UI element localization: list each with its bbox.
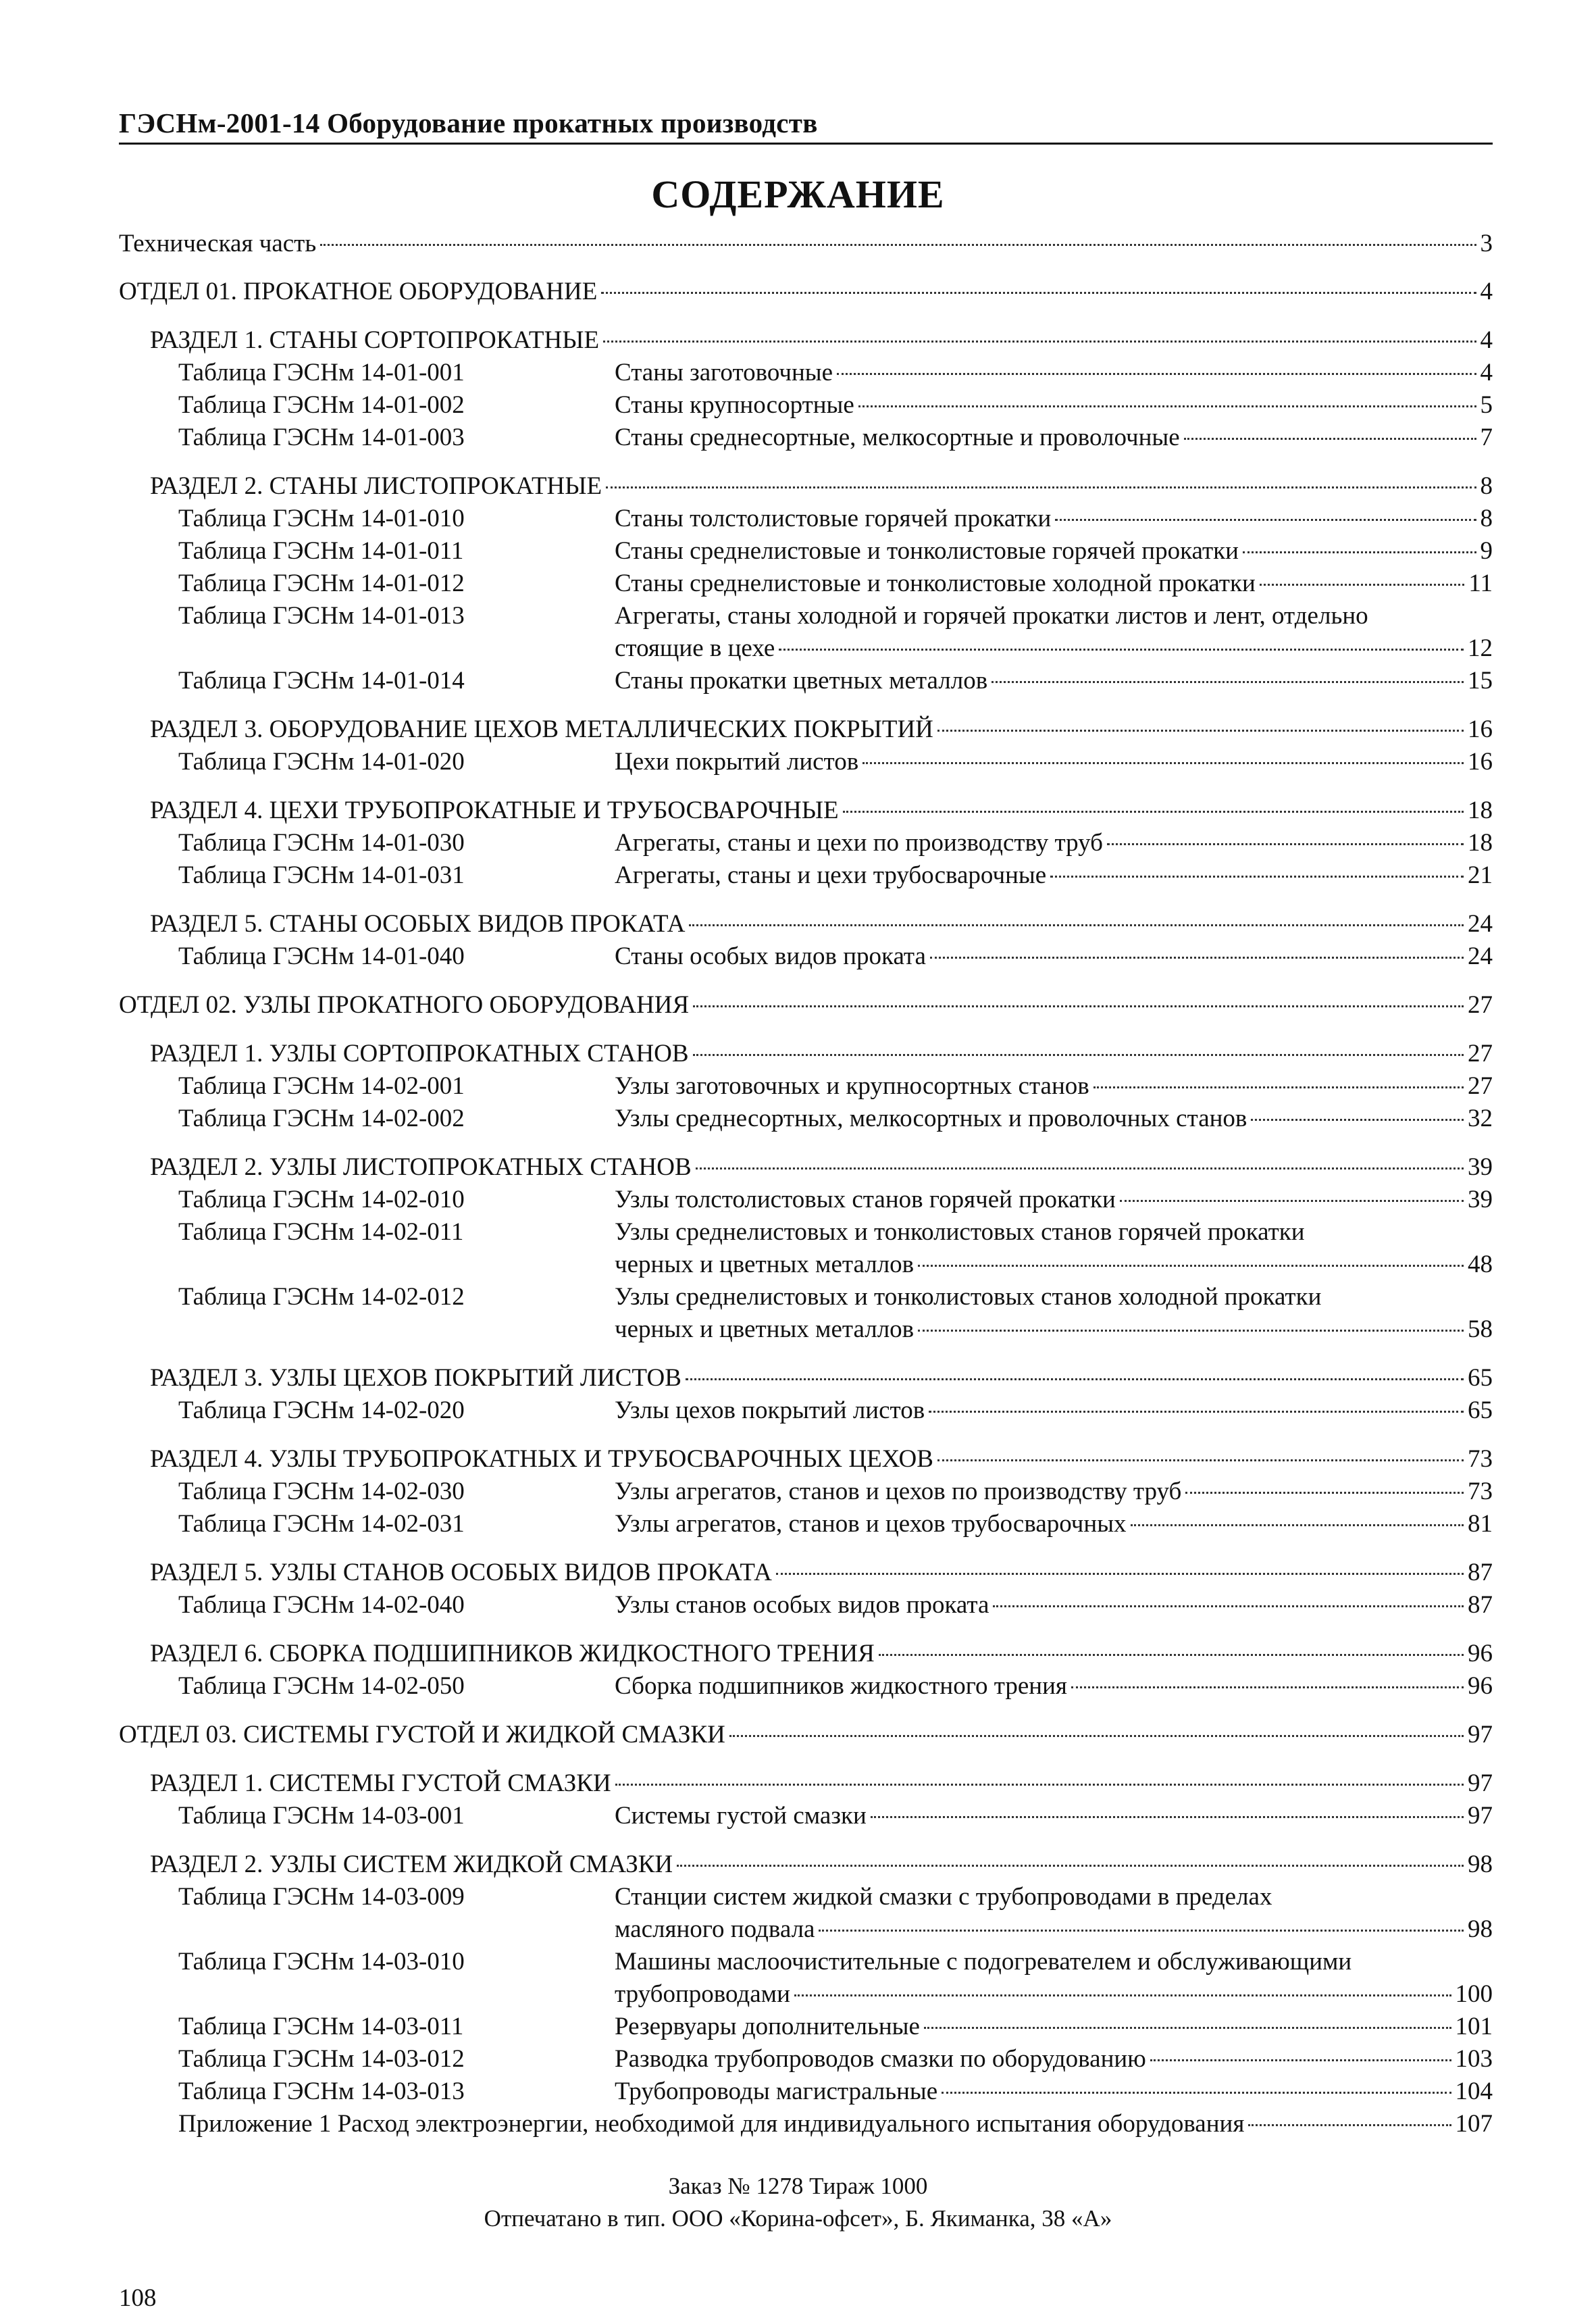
dot-leader: [837, 373, 1476, 375]
description-line: Узлы среднелистовых и тонколистовых станов холодной прокатки: [615, 1283, 1322, 1311]
toc-row: [615, 1313, 1493, 1346]
entry-label: РАЗДЕЛ 2. УЗЛЫ ЛИСТОПРОКАТНЫХ СТАНОВ: [150, 1153, 692, 1181]
dot-leader: [858, 405, 1476, 407]
entry-label: РАЗДЕЛ 2. УЗЛЫ СИСТЕМ ЖИДКОЙ СМАЗКИ: [150, 1851, 673, 1878]
table-description: [615, 1508, 1493, 1540]
description-line: Станы среднелистовые и тонколистовые горячей прокатки: [615, 537, 1239, 565]
page-ref: 97: [1468, 1802, 1493, 1830]
toc-section-entry[interactable]: [150, 1443, 1493, 1476]
table-code: Таблица ГЭСНм 14-01-003: [178, 424, 465, 451]
toc-row: [615, 1103, 1493, 1135]
page-ref: 48: [1468, 1251, 1493, 1278]
description-line: Агрегаты, станы и цехи по производству труб: [615, 829, 1103, 857]
table-description: [615, 1070, 1493, 1103]
description-line: трубопроводами: [615, 1980, 790, 2008]
description-line: Сборка подшипников жидкостного трения: [615, 1672, 1067, 1700]
page-ref: 73: [1468, 1445, 1493, 1473]
entry-label: Приложение 1 Расход электроэнергии, необходимой для индивидуального испытания оборудования: [178, 2110, 1245, 2138]
page-ref: 16: [1468, 715, 1493, 743]
table-code: Таблица ГЭСНм 14-02-050: [178, 1672, 465, 1700]
toc-row: [150, 1557, 1493, 1589]
dot-leader: [1131, 1524, 1464, 1526]
toc-section-entry[interactable]: [150, 470, 1493, 503]
table-description: [615, 1216, 1493, 1281]
toc-row: [119, 228, 1493, 260]
toc-row: [150, 1151, 1493, 1184]
page-ref: 107: [1455, 2110, 1493, 2138]
table-description: [615, 568, 1493, 600]
page-ref: 65: [1468, 1397, 1493, 1424]
table-description: [615, 859, 1493, 892]
toc-row: [615, 1394, 1493, 1427]
description-line: стоящие в цехе: [615, 634, 775, 662]
page-ref: 87: [1468, 1591, 1493, 1619]
page-ref: 73: [1468, 1478, 1493, 1505]
entry-label: ОТДЕЛ 02. УЗЛЫ ПРОКАТНОГО ОБОРУДОВАНИЯ: [119, 991, 690, 1019]
dot-leader: [879, 1654, 1464, 1656]
table-description: [615, 389, 1493, 422]
toc-row: [615, 422, 1493, 454]
order-info: Заказ № 1278 Тираж 1000: [668, 2173, 928, 2199]
page-ref: 8: [1480, 505, 1493, 532]
table-code: Таблица ГЭСНм 14-01-012: [178, 570, 465, 597]
page-ref: 32: [1468, 1105, 1493, 1132]
table-code: Таблица ГЭСНм 14-01-011: [178, 537, 464, 565]
toc-section-entry[interactable]: [150, 324, 1493, 357]
toc-row: [150, 1362, 1493, 1394]
page-ref: 8: [1480, 472, 1493, 500]
table-description: [615, 1394, 1493, 1427]
dot-leader: [937, 730, 1464, 732]
page-ref: 39: [1468, 1153, 1493, 1181]
page-ref: 24: [1468, 910, 1493, 938]
entry-label: РАЗДЕЛ 4. УЗЛЫ ТРУБОПРОКАТНЫХ И ТРУБОСВАРОЧНЫХ ЦЕХОВ: [150, 1445, 933, 1473]
entry-label: РАЗДЕЛ 1. УЗЛЫ СОРТОПРОКАТНЫХ СТАНОВ: [150, 1040, 689, 1067]
table-code: Таблица ГЭСНм 14-03-013: [178, 2078, 465, 2105]
dot-leader: [918, 1265, 1464, 1267]
toc-row: [150, 324, 1493, 357]
dot-leader: [603, 341, 1476, 343]
dot-leader: [918, 1330, 1464, 1332]
dot-leader: [601, 292, 1476, 294]
toc-row: [615, 568, 1493, 600]
description-line: масляного подвала: [615, 1915, 815, 1943]
toc-row: [615, 1476, 1493, 1508]
table-description: [615, 665, 1493, 697]
page-ref: 27: [1468, 1072, 1493, 1100]
dot-leader: [1107, 843, 1464, 845]
toc-row: [615, 665, 1493, 697]
description-line: Станы толстолистовые горячей прокатки: [615, 505, 1052, 532]
toc-row: [615, 2076, 1493, 2108]
page-ref: 104: [1455, 2078, 1493, 2105]
description-line: Узлы агрегатов, станов и цехов трубосварочных: [615, 1510, 1127, 1538]
entry-label: РАЗДЕЛ 1. СТАНЫ СОРТОПРОКАТНЫЕ: [150, 326, 600, 354]
toc-row: [150, 1848, 1493, 1881]
toc-part-entry[interactable]: [119, 276, 1493, 308]
page-ref: 21: [1468, 861, 1493, 889]
toc-row: [615, 1184, 1493, 1216]
table-description: [615, 1476, 1493, 1508]
description-line: Узлы агрегатов, станов и цехов по производству труб: [615, 1478, 1182, 1505]
toc-row: [615, 2011, 1493, 2043]
description-line: Агрегаты, станы и цехи трубосварочные: [615, 861, 1047, 889]
toc-row: [615, 1589, 1493, 1621]
table-description: [615, 2076, 1493, 2108]
page-ref: 87: [1468, 1559, 1493, 1586]
dot-leader: [1248, 2124, 1451, 2126]
dot-leader: [794, 1994, 1451, 1996]
dot-leader: [992, 681, 1464, 683]
dot-leader: [606, 486, 1476, 488]
description-line: Цехи покрытий листов: [615, 748, 859, 776]
dot-leader: [1093, 1086, 1464, 1088]
toc-row: [119, 1719, 1493, 1751]
dot-leader: [1184, 438, 1476, 440]
description-line: Станции систем жидкой смазки с трубопроводами в пределах: [615, 1883, 1272, 1911]
description-line: Системы густой смазки: [615, 1802, 867, 1830]
toc-row: [615, 1913, 1493, 1946]
toc-row: [178, 2108, 1493, 2140]
page-ref: 100: [1455, 1980, 1493, 2008]
toc-section-entry[interactable]: [150, 908, 1493, 940]
dot-leader: [1150, 2059, 1451, 2061]
dot-leader: [677, 1865, 1464, 1867]
table-code: Таблица ГЭСНм 14-01-001: [178, 359, 465, 386]
toc-row: [119, 989, 1493, 1022]
toc-section-entry[interactable]: [150, 1767, 1493, 1800]
toc-row: [615, 1508, 1493, 1540]
dot-leader: [863, 762, 1464, 764]
toc-row: [615, 1800, 1493, 1832]
description-line: Резервуары дополнительные: [615, 2013, 920, 2040]
description-line: Станы крупносортные: [615, 391, 854, 419]
toc-row: [150, 713, 1493, 746]
description-line: Трубопроводы магистральные: [615, 2078, 938, 2105]
page-ref: 39: [1468, 1186, 1493, 1213]
description-line: Разводка трубопроводов смазки по оборудованию: [615, 2045, 1146, 2073]
table-code: Таблица ГЭСНм 14-01-040: [178, 942, 465, 970]
page-ref: 65: [1468, 1364, 1493, 1392]
entry-label: РАЗДЕЛ 5. УЗЛЫ СТАНОВ ОСОБЫХ ВИДОВ ПРОКАТА: [150, 1559, 772, 1586]
toc-section-entry[interactable]: [150, 1038, 1493, 1070]
toc-part-entry[interactable]: [119, 989, 1493, 1022]
dot-leader: [693, 1054, 1464, 1056]
table-description: [615, 1589, 1493, 1621]
table-code: Таблица ГЭСНм 14-01-002: [178, 391, 465, 419]
description-line: Узлы заготовочных и крупносортных станов: [615, 1072, 1089, 1100]
table-description: [615, 1184, 1493, 1216]
table-description: [615, 2043, 1493, 2076]
page-ref: 103: [1455, 2045, 1493, 2073]
toc-row: [615, 535, 1493, 568]
table-code: Таблица ГЭСНм 14-02-002: [178, 1105, 465, 1132]
entry-label: РАЗДЕЛ 6. СБОРКА ПОДШИПНИКОВ ЖИДКОСТНОГО ТРЕНИЯ: [150, 1640, 875, 1667]
header-rule: [119, 143, 1493, 145]
description-line: Станы среднесортные, мелкосортные и проволочные: [615, 424, 1180, 451]
dot-leader: [320, 244, 1476, 246]
table-description: [615, 827, 1493, 859]
page-ref: 11: [1468, 570, 1493, 597]
toc-section-entry[interactable]: [150, 1151, 1493, 1184]
table-code: Таблица ГЭСНм 14-03-009: [178, 1883, 465, 1911]
table-description: [615, 535, 1493, 568]
page-ref: 4: [1480, 278, 1493, 305]
toc-row: [615, 940, 1493, 973]
toc-part-entry[interactable]: [119, 1719, 1493, 1751]
dot-leader: [1071, 1686, 1464, 1688]
page-ref: 24: [1468, 942, 1493, 970]
description-line: Станы особых видов проката: [615, 942, 926, 970]
dot-leader: [942, 2092, 1451, 2094]
table-code: Таблица ГЭСНм 14-01-010: [178, 505, 465, 532]
dot-leader: [1260, 584, 1465, 586]
table-code: Таблица ГЭСНм 14-02-012: [178, 1283, 465, 1311]
dot-leader: [929, 1411, 1464, 1413]
dot-leader: [993, 1605, 1464, 1607]
entry-label: РАЗДЕЛ 3. УЗЛЫ ЦЕХОВ ПОКРЫТИЙ ЛИСТОВ: [150, 1364, 681, 1392]
page-ref: 27: [1468, 991, 1493, 1019]
table-code: Таблица ГЭСНм 14-02-030: [178, 1478, 465, 1505]
table-description: [615, 1881, 1493, 1946]
page-ref: 9: [1480, 537, 1493, 565]
description-line: Узлы среднелистовых и тонколистовых станов горячей прокатки: [615, 1218, 1305, 1246]
toc-title: СОДЕРЖАНИЕ: [651, 172, 945, 216]
page-ref: 4: [1480, 326, 1493, 354]
toc-row: [119, 276, 1493, 308]
table-description: [615, 746, 1493, 778]
entry-label: РАЗДЕЛ 1. СИСТЕМЫ ГУСТОЙ СМАЗКИ: [150, 1769, 611, 1797]
page-ref: 15: [1468, 667, 1493, 695]
entry-label: РАЗДЕЛ 5. СТАНЫ ОСОБЫХ ВИДОВ ПРОКАТА: [150, 910, 686, 938]
page-ref: 16: [1468, 748, 1493, 776]
toc-row: [150, 908, 1493, 940]
dot-leader: [686, 1378, 1464, 1380]
dot-leader: [871, 1816, 1464, 1818]
toc-row: [150, 1767, 1493, 1800]
toc-row: [150, 1443, 1493, 1476]
description-line: Станы среднелистовые и тонколистовые холодной прокатки: [615, 570, 1256, 597]
table-code: Таблица ГЭСНм 14-02-020: [178, 1397, 465, 1424]
page-ref: 96: [1468, 1640, 1493, 1667]
page-ref: 27: [1468, 1040, 1493, 1067]
entry-label: РАЗДЕЛ 3. ОБОРУДОВАНИЕ ЦЕХОВ МЕТАЛЛИЧЕСКИХ ПОКРЫТИЙ: [150, 715, 933, 743]
description-line: Узлы толстолистовых станов горячей прокатки: [615, 1186, 1116, 1213]
toc-row: [615, 746, 1493, 778]
dot-leader: [696, 1167, 1464, 1169]
entry-label: РАЗДЕЛ 4. ЦЕХИ ТРУБОПРОКАТНЫЕ И ТРУБОСВАРОЧНЫЕ: [150, 797, 839, 824]
toc-row: [615, 859, 1493, 892]
toc-row: [615, 503, 1493, 535]
description-line: черных и цветных металлов: [615, 1251, 915, 1278]
page-ref: 98: [1468, 1851, 1493, 1878]
dot-leader: [1050, 876, 1464, 878]
description-line: черных и цветных металлов: [615, 1315, 915, 1343]
page-ref: 5: [1480, 391, 1493, 419]
dot-leader: [930, 957, 1464, 959]
table-description: [615, 1670, 1493, 1703]
table-code: Таблица ГЭСНм 14-03-010: [178, 1948, 465, 1976]
dot-leader: [1055, 519, 1476, 521]
toc-row: [615, 632, 1493, 665]
toc-row: [150, 1638, 1493, 1670]
toc-row: [615, 389, 1493, 422]
dot-leader: [843, 811, 1464, 813]
page-ref: 18: [1468, 829, 1493, 857]
entry-label: ОТДЕЛ 01. ПРОКАТНОЕ ОБОРУДОВАНИЕ: [119, 278, 598, 305]
table-description: [615, 1103, 1493, 1135]
table-code: Таблица ГЭСНм 14-01-013: [178, 602, 465, 630]
dot-leader: [924, 2027, 1451, 2029]
page-ref: 58: [1468, 1315, 1493, 1343]
page-ref: 101: [1455, 2013, 1493, 2040]
table-code: Таблица ГЭСНм 14-03-001: [178, 1802, 465, 1830]
entry-label: ОТДЕЛ 03. СИСТЕМЫ ГУСТОЙ И ЖИДКОЙ СМАЗКИ: [119, 1721, 725, 1749]
dot-leader: [689, 924, 1464, 926]
table-code: Таблица ГЭСНм 14-03-011: [178, 2013, 464, 2040]
page-ref: 4: [1480, 359, 1493, 386]
description-line: Узлы станов особых видов проката: [615, 1591, 989, 1619]
dot-leader: [693, 1005, 1464, 1007]
table-code: Таблица ГЭСНм 14-03-012: [178, 2045, 465, 2073]
toc-section-entry[interactable]: [150, 795, 1493, 827]
table-description: [615, 940, 1493, 973]
table-code: Таблица ГЭСНм 14-02-011: [178, 1218, 464, 1246]
page-ref: 12: [1468, 634, 1493, 662]
dot-leader: [1185, 1492, 1464, 1494]
dot-leader: [819, 1930, 1464, 1932]
page-number: 108: [119, 2284, 157, 2312]
table-description: [615, 357, 1493, 389]
dot-leader: [1251, 1119, 1464, 1121]
toc-row: [615, 1670, 1493, 1703]
toc-row: [615, 1249, 1493, 1281]
dot-leader: [615, 1784, 1464, 1786]
toc-row: [615, 357, 1493, 389]
table-description: [615, 1800, 1493, 1832]
description-line: Агрегаты, станы холодной и горячей прокатки листов и лент, отдельно: [615, 602, 1368, 630]
toc-section-entry[interactable]: [150, 1557, 1493, 1589]
toc-part-entry[interactable]: [119, 228, 1493, 260]
table-code: Таблица ГЭСНм 14-02-031: [178, 1510, 465, 1538]
page-ref: 98: [1468, 1915, 1493, 1943]
table-description: [615, 2011, 1493, 2043]
description-line: Узлы цехов покрытий листов: [615, 1397, 925, 1424]
dot-leader: [776, 1573, 1464, 1575]
page-ref: 18: [1468, 797, 1493, 824]
toc-section-entry[interactable]: [150, 1362, 1493, 1394]
page-ref: 97: [1468, 1721, 1493, 1749]
table-code: Таблица ГЭСНм 14-01-030: [178, 829, 465, 857]
toc-section-entry[interactable]: [150, 713, 1493, 746]
dot-leader: [779, 649, 1464, 651]
table-description: [615, 1946, 1493, 2011]
dot-leader: [1120, 1200, 1464, 1202]
table-code: Таблица ГЭСНм 14-02-001: [178, 1072, 465, 1100]
toc-appendix-entry[interactable]: [178, 2108, 1493, 2140]
dot-leader: [729, 1735, 1464, 1737]
imprint: [0, 2170, 1596, 2235]
dot-leader: [1243, 551, 1476, 553]
toc-row: [150, 470, 1493, 503]
table-description: [615, 422, 1493, 454]
toc-row: [615, 827, 1493, 859]
toc-row: [150, 1038, 1493, 1070]
toc-row: [615, 2043, 1493, 2076]
page-ref: 81: [1468, 1510, 1493, 1538]
page-ref: 97: [1468, 1769, 1493, 1797]
table-description: [615, 503, 1493, 535]
toc-row: [150, 795, 1493, 827]
page-ref: 7: [1480, 424, 1493, 451]
page-ref: 3: [1480, 230, 1493, 257]
description-line: Станы прокатки цветных металлов: [615, 667, 988, 695]
running-header: ГЭСНм-2001-14 Оборудование прокатных производств: [119, 107, 818, 139]
entry-label: Техническая часть: [119, 230, 317, 257]
dot-leader: [937, 1459, 1464, 1461]
table-code: Таблица ГЭСНм 14-01-031: [178, 861, 465, 889]
table-code: Таблица ГЭСНм 14-02-040: [178, 1591, 465, 1619]
description-line: Узлы среднесортных, мелкосортных и проволочных станов: [615, 1105, 1247, 1132]
table-code: Таблица ГЭСНм 14-01-014: [178, 667, 465, 695]
description-line: Станы заготовочные: [615, 359, 833, 386]
table-code: Таблица ГЭСНм 14-01-020: [178, 748, 465, 776]
description-line: Машины маслоочистительные с подогревателем и обслуживающими: [615, 1948, 1352, 1976]
entry-label: РАЗДЕЛ 2. СТАНЫ ЛИСТОПРОКАТНЫЕ: [150, 472, 602, 500]
toc-section-entry[interactable]: [150, 1848, 1493, 1881]
printer-info: Отпечатано в тип. ООО «Корина-офсет», Б. Якиманка, 38 «А»: [484, 2205, 1112, 2232]
page-ref: 96: [1468, 1672, 1493, 1700]
toc-section-entry[interactable]: [150, 1638, 1493, 1670]
toc-row: [615, 1978, 1493, 2011]
table-code: Таблица ГЭСНм 14-02-010: [178, 1186, 465, 1213]
toc-row: [615, 1070, 1493, 1103]
table-description: [615, 600, 1493, 665]
table-description: [615, 1281, 1493, 1346]
